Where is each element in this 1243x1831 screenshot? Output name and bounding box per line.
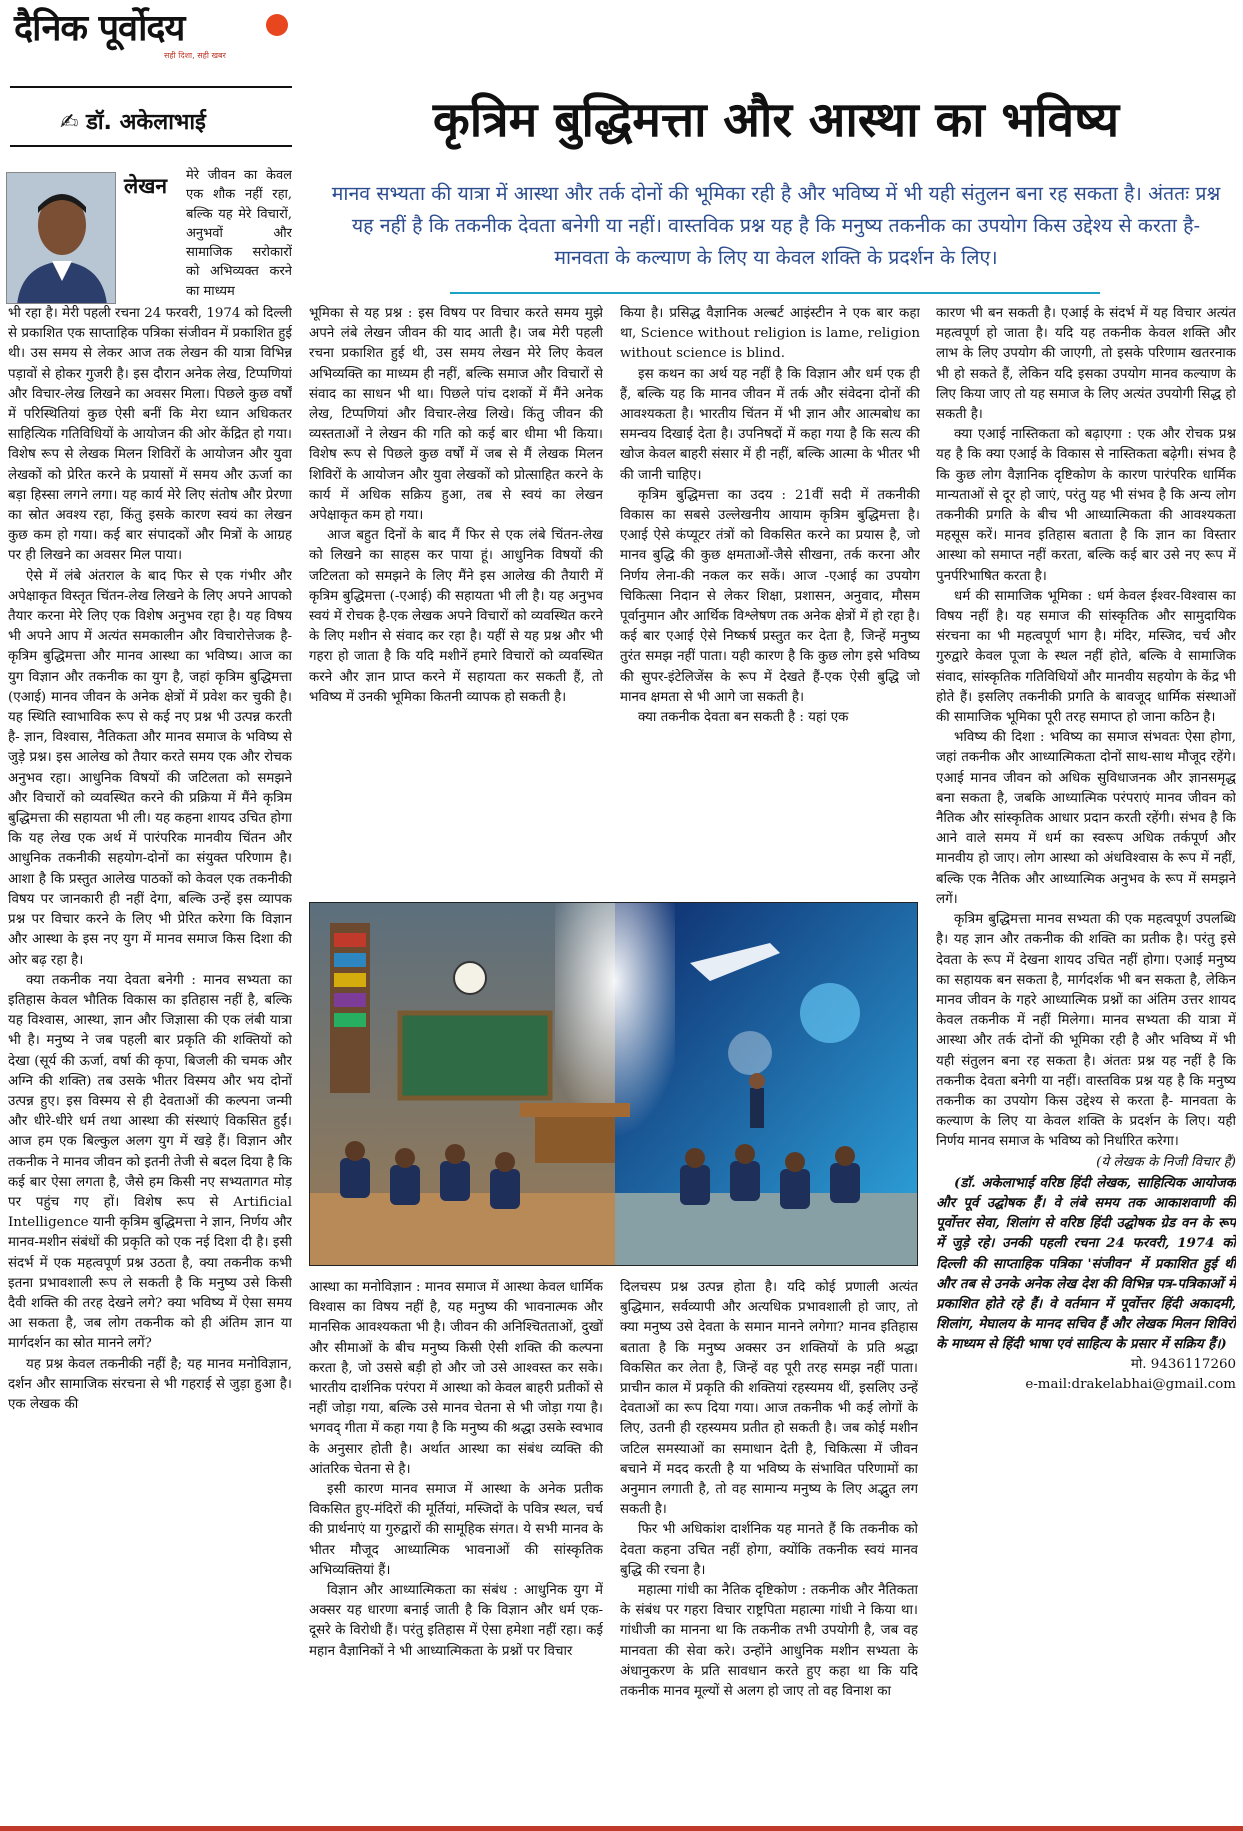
masthead-sun-logo [266,14,288,36]
lede-rule [450,292,1100,294]
paragraph: कारण भी बन सकती है। एआई के संदर्भ में यह विचार अत्यंत महत्वपूर्ण हो जाता है। यदि यह तकनीक केवल शक्ति और लाभ के लिए उपयोग की जाएगी, तो इसके परिणाम खतरनाक भी हो सकते हैं, लेकिन यदि इसका उपयोग मानव कल्याण के लिए किया जाए तो यह समाज के लिए अत्यंत उपयोगी सिद्ध हो सकती है। [936,306,1236,423]
paragraph: भविष्य की दिशा : भविष्य का समाज संभवतः ऐसा होगा, जहां तकनीक और आध्यात्मिकता दोनों साथ-साथ मौजूद रहेंगे। एआई मानव जीवन को अधिक सुविधाजनक और ज्ञानसमृद्ध बना सकता है, जबकि आध्यात्मिक परंपराएं मानव जीवन को नैतिक और सांस्कृतिक आधार प्रदान करती रहेंगी। संभव है कि आने वाले समय में धर्म का स्वरूप अधिक तर्कपूर्ण और मानवीय हो जाए। लोग आस्था को अंधविश्वास के रूप में नहीं, बल्कि एक नैतिक और आध्यात्मिक अनुभव के रूप में समझने लगें। [936,730,1236,907]
column-2-bottom [309,1278,603,1826]
paragraph: भूमिका से यह प्रश्न : इस विषय पर विचार करते समय मुझे अपने लंबे लेखन जीवन की याद आती है। जब मेरी पहली रचना प्रकाशित हुई थी, उस समय लेखन मेरे लिए केवल अभिव्यक्ति का माध्यम ही नहीं, बल्कि समाज और विचारों से संवाद का साधन भी था। पिछले पांच दशकों में मैंने अनेक लेख, टिप्पणियां और विचार-लेख लिखे। किंतु जीवन की व्यस्तताओं ने लेखन की गति को कई बार धीमा भी किया। विशेष रूप से पिछले कुछ वर्षों में जब से मैं लेखक मिलन शिविरों के आयोजन और युवा लेखकों को प्रोत्साहित करने के कार्य में अधिक सक्रिय हुआ, तब से स्वयं का लेखन अपेक्षाकृत कम हो गया। [309,306,603,524]
author-bio: (डॉ. अकेलाभाई वरिष्ठ हिंदी लेखक, साहित्यिक आयोजक और पूर्व उद्घोषक हैं। वे लंबे समय तक आकाशवाणी की पूर्वोत्तर सेवा, शिलांग से वरिष्ठ हिंदी उद्घोषक ग्रेड वन के रूप में जुड़े रहे। उनकी पहली रचना 24 फरवरी, 1974 को दिल्ली की साप्ताहिक पत्रिका 'संजीवन' में प्रकाशित हुई थी और तब से उनके अनेक लेख देश की विभिन्न पत्र-पत्रिकाओं में प्रकाशित होते रहे हैं। वे वर्तमान में पूर्वोत्तर हिंदी अकादमी, शिलांग, मेघालय के मानद सचिव हैं और लेखक मिलन शिविरों के माध्यम से हिंदी भाषा एवं साहित्य के प्रसार में सक्रिय हैं।) [936,1174,1236,1353]
paragraph: क्या तकनीक देवता बन सकती है : यहां एक [638,710,849,726]
classroom-ai-illustration [309,902,918,1266]
paragraph: धर्म की सामाजिक भूमिका : धर्म केवल ईश्वर-विश्वास का विषय नहीं है। यह समाज की सांस्कृतिक और सामुदायिक संरचना का भी महत्वपूर्ण भाग है। मंदिर, मस्जिद, चर्च और गुरुद्वारे केवल पूजा के स्थल नहीं होते, बल्कि वे सामाजिक संवाद, सांस्कृतिक गतिविधियों और मानवीय सहयोग के केंद्र भी होते हैं। इसलिए तकनीकी प्रगति के बावजूद धार्मिक संस्थाओं की सामाजिक भूमिका पूरी तरह समाप्त हो जाना कठिन है। [936,588,1236,726]
author-email: e-mail:drakelabhai@gmail.com [1025,1376,1236,1392]
masthead-title: दैनिक पूर्वोदय [14,8,185,49]
masthead-rule [10,86,292,88]
column-3-top [620,304,920,894]
paragraph: महात्मा गांधी का नैतिक दृष्टिकोण : तकनीक और नैतिकता के संबंध पर गहरा विचार राष्ट्रपिता महात्मा गांधी ने किया था। गांधीजी का मानना था कि तकनीक तभी उपयोगी है, जब वह मानवता की सेवा करे। उन्होंने आधुनिक मशीन सभ्यता के अंधानुकरण के प्रति सावधान करते हुए कहा था कि यदि तकनीक मानव मूल्यों से अलग हो जाए तो वह विनाश का [620,1583,918,1700]
byline: ✍ डॉ. अकेलाभाई [60,110,206,135]
lede: मानव सभ्यता की यात्रा में आस्था और तर्क दोनों की भूमिका रही है और भविष्य में भी यही संतुलन बना रह सकता है। अंततः प्रश्न यह नहीं है कि तकनीक देवता बनेगी या नहीं। वास्तविक प्रश्न यह है कि मनुष्य तकनीक का उपयोग किस उद्देश्य से करता है-मानवता के कल्याण के लिए या केवल शक्ति के प्रदर्शन के लिए। [331,182,1221,269]
paragraph: भी रहा है। मेरी पहली रचना 24 फरवरी, 1974 को दिल्ली से प्रकाशित एक साप्ताहिक पत्रिका संजीवन में प्रकाशित हुई थी। उस समय से लेकर आज तक लेखन की यात्रा विभिन्न पड़ावों से होकर गुजरी है। इस दौरान अनेक लेख, टिप्पणियां और विचार-लेख लिखने का अवसर मिला। पिछले कुछ वर्षों में परिस्थितियां कुछ ऐसी बनीं कि मेरा ध्यान अधिकतर साहित्यिक गतिविधियों के आयोजन की ओर केंद्रित हो गया। विशेष रूप से लेखक मिलन शिविरों के आयोजन और युवा लेखकों को प्रेरित करने के प्रयासों में समय और ऊर्जा का बड़ा हिस्सा लगने लगा। यह कार्य मेरे लिए संतोष और प्रेरणा का स्रोत अवश्य रहा, किंतु इसके कारण स्वयं का लेखन कुछ कम हो गया। कई बार संपादकों और मित्रों के आग्रह पर ही लिखने का अवसर मिल पाया। [8,306,292,564]
masthead [14,8,284,72]
paragraph: क्या एआई नास्तिकता को बढ़ाएगा : एक और रोचक प्रश्न यह है कि क्या एआई के विकास से नास्तिकता बढ़ेगी। संभव है कि कुछ लोग वैज्ञानिक दृष्टिकोण के कारण पारंपरिक धार्मिक मान्यताओं से दूर हो जाएं, परंतु यह भी संभव है कि अन्य लोग तकनीकी प्रगति के बीच भी आध्यात्मिकता की आवश्यकता महसूस करें। मानव इतिहास बताता है कि ज्ञान का विस्तार आस्था को समाप्त नहीं करता, बल्कि कई बार उसे नए रूप में पुनर्परिभाषित करता है। [936,427,1236,584]
headline: कृत्रिम बुद्धिमत्ता और आस्था का भविष्य [432,92,1120,148]
paragraph: कृत्रिम बुद्धिमत्ता मानव सभ्यता की एक महत्वपूर्ण उपलब्धि है। यह ज्ञान और तकनीक की शक्ति का प्रतीक है। परंतु इसे देवता के रूप में देखना शायद उचित नहीं होगा। एआई मनुष्य का सहायक बन सकता है, मार्गदर्शक भी बन सकता है, लेकिन मानव जीवन के गहरे आध्यात्मिक प्रश्नों का अंतिम उत्तर शायद केवल तकनीक में नहीं मिलेगा। मानव सभ्यता की यात्रा में आस्था और तर्क दोनों की भूमिका रही है और भविष्य में भी यही संतुलन बना रह सकता है। अंततः प्रश्न यह नहीं है कि तकनीक देवता बनेगी या नहीं। वास्तविक प्रश्न यह है कि मनुष्य तकनीक का उपयोग किस उद्देश्य से करता है- मानवता के कल्याण के लिए या केवल शक्ति के प्रदर्शन के लिए। यही निर्णय मानव समाज के भविष्य को निर्धारित करेगा। [936,912,1236,1150]
paragraph: आज बहुत दिनों के बाद मैं फिर से एक लंबे चिंतन-लेख को लिखने का साहस कर पाया हूं। आधुनिक विषयों की जटिलता को समझने के लिए मैंने इस आलेख की तैयारी में कृत्रिम बुद्धिमत्ता (-एआई) की सहायता भी ली है। यह अनुभव स्वयं में रोचक है-एक लेखक अपने विचारों को व्यवस्थित करने के लिए मशीन से संवाद कर रहा है। यहीं से यह प्रश्न और भी गहरा हो जाता है कि यदि मशीनें हमारे विचारों को व्यवस्थित करने और ज्ञान प्राप्त करने में सहायता कर सकती हैं, तो भविष्य में उनकी भूमिका कितनी व्यापक हो सकती है। [309,528,603,705]
intro-text: मेरे जीवन का केवल एक शौक नहीं रहा, बल्कि यह मेरे विचारों, अनुभवों और सामाजिक सरोकारों को अभिव्यक्त करने का माध्यम [186,168,292,299]
column-2-top [309,304,603,894]
footer-rule [0,1826,1243,1831]
disclaimer: (ये लेखक के निजी विचार हैं) [1096,1154,1236,1170]
paragraph: कृत्रिम बुद्धिमत्ता का उदय : 21वीं सदी में तकनीकी विकास का सबसे उल्लेखनीय आयाम कृत्रिम बुद्धिमत्ता है। एआई ऐसे कंप्यूटर तंत्रों को विकसित करने का प्रयास है, जो मानव बुद्धि की कुछ क्षमताओं-जैसे सीखना, तर्क करना और निर्णय लेना-की नकल कर सकें। आज -एआई का उपयोग चिकित्सा निदान से लेकर शिक्षा, प्रशासन, अनुवाद, मौसम पूर्वानुमान और आर्थिक विश्लेषण तक अनेक क्षेत्रों में हो रहा है। कई बार एआई ऐसे निष्कर्ष प्रस्तुत कर देता है, जिन्हें मनुष्य तुरंत समझ नहीं पाता। यही कारण है कि कुछ लोग इसे भविष्य की सुपर-इंटेलिजेंस के रूप में देखते हैं-एक ऐसी बुद्धि जो मानव क्षमता से भी आगे जा सकती है। [620,487,920,705]
column-4 [936,304,1236,1826]
masthead-tagline: सही दिशा, सही खबर [164,51,226,60]
paragraph: विज्ञान और आध्यात्मिकता का संबंध : आधुनिक युग में अक्सर यह धारणा बनाई जाती है कि विज्ञान और धर्म एक-दूसरे के विरोधी हैं। परंतु इतिहास में ऐसा हमेशा नहीं रहा। कई महान वैज्ञानिकों ने भी आध्यात्मिकता के प्रश्नों पर विचार [309,1583,603,1659]
lekhan-label: लेखन [124,174,168,198]
paragraph: आस्था का मनोविज्ञान : मानव समाज में आस्था केवल धार्मिक विश्वास का विषय नहीं है, यह मनुष्य की भावनात्मक और मानसिक आवश्यकता भी है। जीवन की अनिश्चितताओं, दुखों और सीमाओं के बीच मनुष्य किसी ऐसी शक्ति की कल्पना करता है, जो उससे बड़ी हो और जो उसे आश्वस्त कर सके। भारतीय दार्शनिक परंपरा में आस्था को केवल बाहरी प्रतीकों से नहीं जोड़ा गया, बल्कि उसे मानव चेतना से भी जोड़ा गया है। भगवद् गीता में कहा गया है कि मनुष्य की श्रद्धा उसके स्वभाव के अनुसार होती है। अर्थात आस्था का संबंध व्यक्ति की आंतरिक चेतना से है। [309,1280,603,1477]
byline-rule [10,145,292,147]
paragraph: इसी कारण मानव समाज में आस्था के अनेक प्रतीक विकसित हुए-मंदिरों की मूर्तियां, मस्जिदों के पवित्र स्थल, चर्च की प्रार्थनाएं या गुरुद्वारों की सामूहिक संगत। ये सभी मानव के भीतर मौजूद आध्यात्मिक भावनाओं की सांस्कृतिक अभिव्यक्तियां हैं। [309,1482,603,1578]
paragraph: फिर भी अधिकांश दार्शनिक यह मानते हैं कि तकनीक को देवता कहना उचित नहीं होगा, क्योंकि तकनीक स्वयं मानव बुद्धि की रचना है। [620,1522,918,1578]
paragraph: दिलचस्प प्रश्न उत्पन्न होता है। यदि कोई प्रणाली अत्यंत बुद्धिमान, सर्वव्यापी और अत्यधिक प्रभावशाली हो जाए, तो क्या मनुष्य उसे देवता के समान मानने लगेगा? मानव इतिहास बताता है कि मनुष्य अक्सर उन शक्तियों के प्रति श्रद्धा विकसित कर लेता है, जिन्हें वह पूरी तरह समझ नहीं पाता। प्राचीन काल में प्रकृति की शक्तियां रहस्यमय थीं, इसलिए उन्हें देवताओं का रूप दिया गया। आज तकनीक भी कई लोगों के लिए, उतनी ही रहस्यमय प्रतीत हो सकती है। जब कोई मशीन जटिल समस्याओं का समाधान देती है, चिकित्सा में जीवन बचाने में मदद करती है या भविष्य के संभावित परिणामों का अनुमान लगाती है, तो वह सामान्य मनुष्य के लिए अद्भुत लग सकती है। [620,1280,918,1518]
paragraph: ऐसे में लंबे अंतराल के बाद फिर से एक गंभीर और अपेक्षाकृत विस्तृत चिंतन-लेख लिखने के लिए अपने आपको तैयार करना मेरे लिए एक विशेष अनुभव रहा है। यह विषय भी अपने आप में अत्यंत समकालीन और विचारोत्तेजक है- कृत्रिम बुद्धिमत्ता और मानव आस्था का भविष्य। आज का युग विज्ञान और तकनीक का युग है, जहां कृत्रिम बुद्धिमत्ता (एआई) मानव जीवन के अनेक क्षेत्रों में प्रवेश कर चुकी है। यह स्थिति स्वाभाविक रूप से कई नए प्रश्न भी उत्पन्न करती है- ज्ञान, विश्वास, नैतिकता और मानव समाज के भविष्य से जुड़े प्रश्न। इस आलेख को तैयार करते समय एक और रोचक अनुभव रहा। आधुनिक विषयों की जटिलता को समझने और विचारों को व्यवस्थित करने की प्रक्रिया में मैंने कृत्रिम बुद्धिमत्ता की सहायता भी ली। यह कहना शायद उचित होगा कि यह लेख एक अर्थ में पारंपरिक मानवीय चिंतन और आधुनिक तकनीकी सहयोग-दोनों का संयुक्त परिणाम है। आशा है कि प्रस्तुत आलेख पाठकों को केवल एक तकनीकी विषय पर जानकारी ही नहीं देगा, बल्कि उन्हें इस व्यापक प्रश्न पर विचार करने के लिए भी प्रेरित करेगा कि विज्ञान और आस्था के इस नए युग में मानव समाज किस दिशा की ओर बढ़ रहा है। [8,568,292,968]
column-1-intro [186,166,292,302]
paragraph: क्या तकनीक नया देवता बनेगी : मानव सभ्यता का इतिहास केवल भौतिक विकास का इतिहास नहीं है, बल्कि यह विश्वास, आस्था, ज्ञान और जिज्ञासा की एक लंबी यात्रा भी है। मनुष्य ने जब पहली बार प्रकृति की शक्तियों को देखा (सूर्य की ऊर्जा, वर्षा की कृपा, बिजली की चमक और अग्नि की शक्ति) तब उसके भीतर विस्मय और भय दोनों उत्पन्न हुए। इस विस्मय से ही देवताओं की कल्पना जन्मी और धीरे-धीरे धर्म तथा आस्था की संस्थाएं विकसित हुईं। आज हम एक बिल्कुल अलग युग में खड़े हैं। विज्ञान और तकनीक ने मानव जीवन को इतनी तेजी से बदल दिया है कि कई बार ऐसा लगता है, जैसे हम किसी नए सभ्यतागत मोड़ पर पहुंच गए हों। विशेष रूप से Artificial Intelligence यानी कृत्रिम बुद्धिमत्ता ने ज्ञान, निर्णय और मानव-मशीन संबंधों की प्रकृति को एक नई दिशा दी है। इसी संदर्भ में एक महत्वपूर्ण प्रश्न उठता है, क्या तकनीक कभी इतना प्रभावशाली रूप ले सकती है कि मनुष्य उसे किसी दैवी शक्ति की तरह देखने लगे? क्या भविष्य में ऐसा समय आ सकता है, जब लोग तकनीक को ही अंतिम ज्ञान या मार्गदर्शन का स्रोत मानने लगें? [8,972,292,1352]
author-photo [6,172,116,304]
paragraph: इस कथन का अर्थ यह नहीं है कि विज्ञान और धर्म एक ही हैं, बल्कि यह कि मानव जीवन में तर्क और संवेदना दोनों की आवश्यकता है। भारतीय चिंतन में भी ज्ञान और आत्मबोध का समन्वय दिखाई देता है। उपनिषदों में कहा गया है कि सत्य की खोज केवल बाहरी संसार में ही नहीं, बल्कि आत्मा के भीतर भी की जानी चाहिए। [620,366,920,483]
column-1 [8,304,292,1826]
paragraph: यह प्रश्न केवल तकनीकी नहीं है; यह मानव मनोविज्ञान, दर्शन और सामाजिक संरचना से भी गहराई से जुड़ा हुआ है। एक लेखक की [8,1356,292,1412]
paragraph: किया है। प्रसिद्ध वैज्ञानिक अल्बर्ट आइंस्टीन ने एक बार कहा था, Science without religion is lame, religion without science is blind. [620,306,920,362]
author-phone: मो. 9436117260 [1130,1356,1236,1372]
column-3-bottom [620,1278,918,1826]
